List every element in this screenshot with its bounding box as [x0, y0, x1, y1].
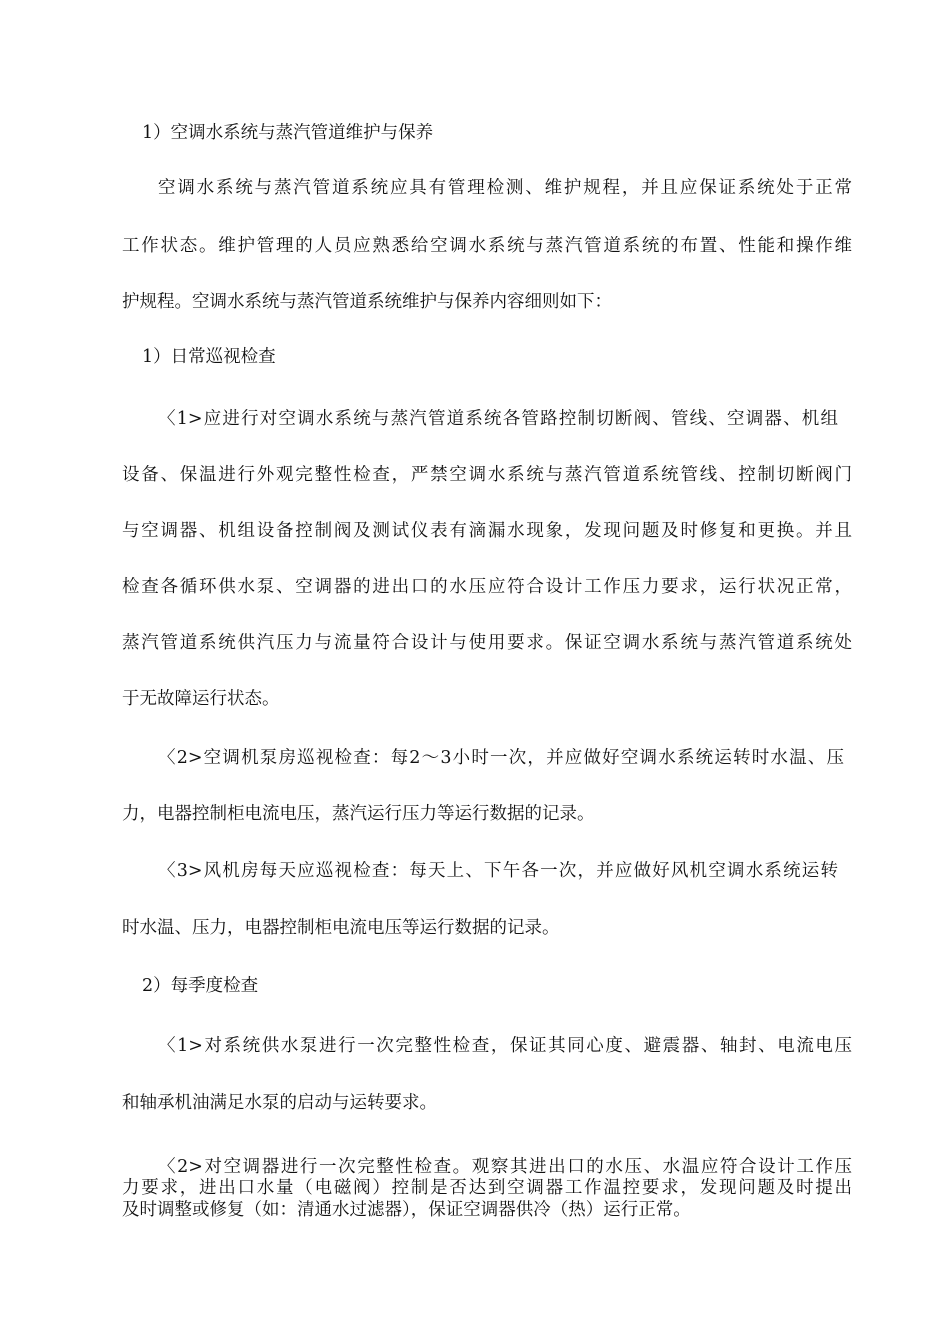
heading-quarterly-inspection: 2）每季度检查 [142, 976, 259, 996]
paragraph-intro-line-1: 空调水系统与蒸汽管道系统应具有管理检测、维护规程，并且应保证系统处于正常 [158, 178, 852, 198]
paragraph-quarterly-item-2-line-3: 及时调整或修复（如：清通水过滤器），保证空调器供冷（热）运行正常。 [122, 1200, 691, 1220]
paragraph-item-1-line-6: 于无故障运行状态。 [122, 689, 280, 709]
paragraph-item-2-line-2: 力，电器控制柜电流电压，蒸汽运行压力等运行数据的记录。 [122, 804, 595, 824]
paragraph-quarterly-item-1-line-1: 〈1>对系统供水泵进行一次完整性检查，保证其同心度、避震器、轴封、电流电压 [158, 1036, 852, 1056]
paragraph-item-1-line-5: 蒸汽管道系统供汽压力与流量符合设计与使用要求。保证空调水系统与蒸汽管道系统处 [122, 633, 852, 653]
paragraph-quarterly-item-1-line-2: 和轴承机油满足水泵的启动与运转要求。 [122, 1093, 437, 1113]
paragraph-intro-line-2: 工作状态。维护管理的人员应熟悉给空调水系统与蒸汽管道系统的布置、性能和操作维 [122, 236, 852, 256]
paragraph-quarterly-item-2-line-1: 〈2>对空调器进行一次完整性检查。观察其进出口的水压、水温应符合设计工作压 [158, 1157, 852, 1177]
paragraph-item-3-line-1: 〈3>风机房每天应巡视检查：每天上、下午各一次，并应做好风机空调水系统运转 [158, 861, 838, 881]
paragraph-item-3-line-2: 时水温、压力，电器控制柜电流电压等运行数据的记录。 [122, 918, 560, 938]
paragraph-item-2-line-1: 〈2>空调机泵房巡视检查：每2〜3小时一次，并应做好空调水系统运转时水温、压 [158, 748, 844, 768]
paragraph-item-1-line-1: 〈1>应进行对空调水系统与蒸汽管道系统各管路控制切断阀、管线、空调器、机组 [158, 409, 838, 429]
heading-section-1: 1）空调水系统与蒸汽管道维护与保养 [142, 123, 434, 143]
paragraph-quarterly-item-2-line-2: 力要求，进出口水量（电磁阀）控制是否达到空调器工作温控要求，发现问题及时提出 [122, 1178, 852, 1198]
document-page [122, 0, 852, 1344]
paragraph-item-1-line-2: 设备、保温进行外观完整性检查，严禁空调水系统与蒸汽管道系统管线、控制切断阀门 [122, 465, 852, 485]
paragraph-item-1-line-3: 与空调器、机组设备控制阀及测试仪表有滴漏水现象，发现问题及时修复和更换。并且 [122, 521, 852, 541]
heading-daily-inspection: 1）日常巡视检查 [142, 347, 276, 367]
paragraph-item-1-line-4: 检查各循环供水泵、空调器的进出口的水压应符合设计工作压力要求，运行状况正常， [122, 577, 852, 597]
paragraph-intro-line-3: 护规程。空调水系统与蒸汽管道系统维护与保养内容细则如下： [122, 292, 612, 312]
